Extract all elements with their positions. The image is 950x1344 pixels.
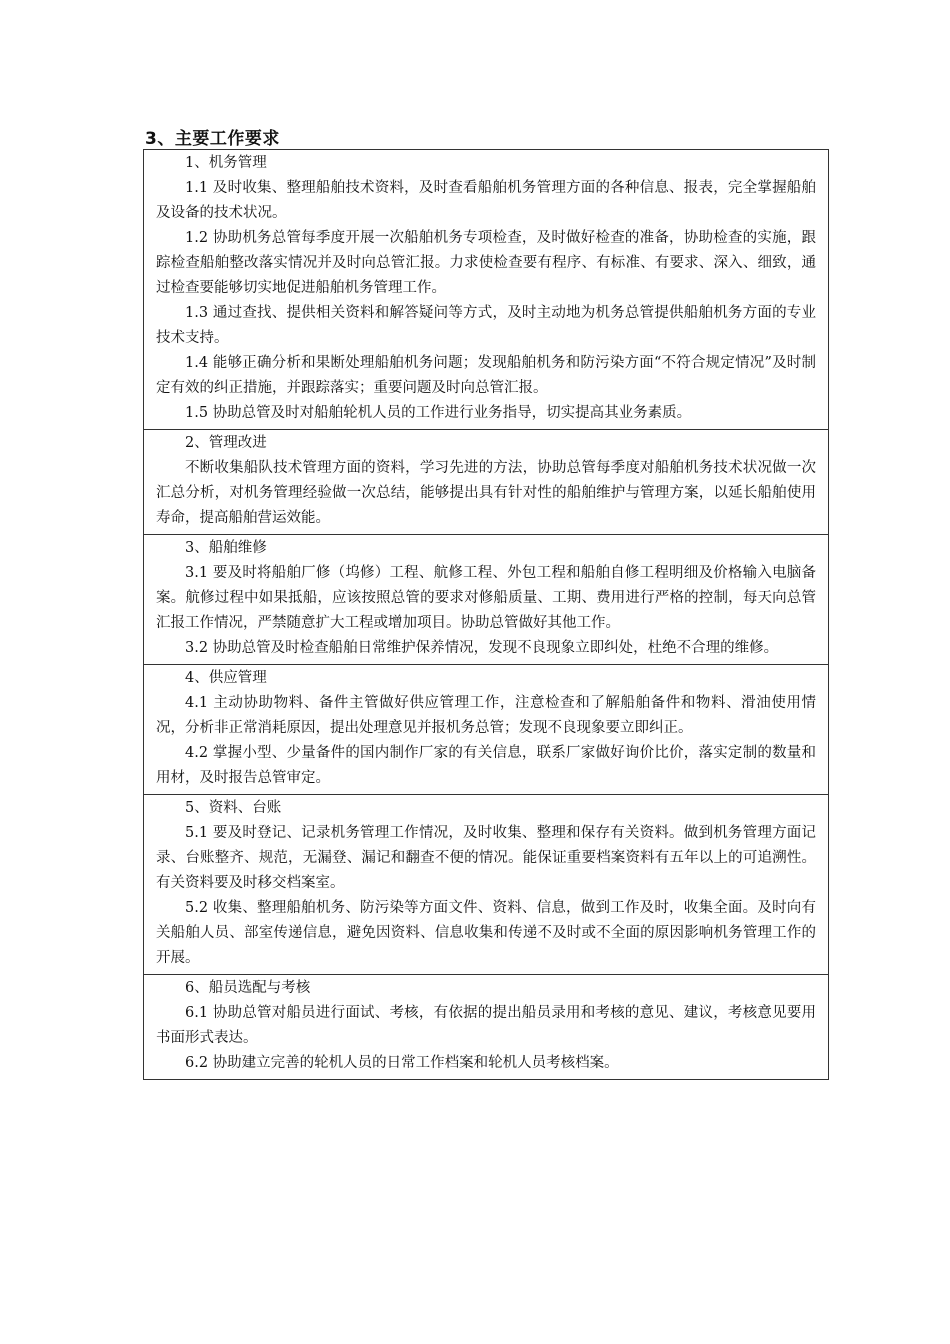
section-paragraph: 4.1 主动协助物料、备件主管做好供应管理工作，注意检查和了解船舶备件和物料、滑油使用情况，分析非正常消耗原因，提出处理意见并报机务总管；发现不良现象要立即纠正。 [156,695,816,736]
section-title: 6、船员选配与考核 [185,980,311,996]
table-row [144,795,829,975]
section-paragraph: 3.2 协助总管及时检查船舶日常维护保养情况，发现不良现象立即纠处，杜绝不合理的维修。 [185,640,779,656]
section-paragraph: 5.1 要及时登记、记录机务管理工作情况，及时收集、整理和保存有关资料。做到机务管理方面记录、台账整齐、规范，无漏登、漏记和翻查不便的情况。能保证重要档案资料有五年以上的可追溯性。有关资料要及时移交档案室。 [156,825,816,891]
section-paragraph: 1.3 通过查找、提供相关资料和解答疑问等方式，及时主动地为机务总管提供船舶机务方面的专业技术支持。 [156,305,816,346]
section-cell-1 [144,150,829,430]
section-paragraph: 1.5 协助总管及时对船舶轮机人员的工作进行业务指导，切实提高其业务素质。 [185,405,692,421]
section-paragraph: 6.1 协助总管对船员进行面试、考核，有依据的提出船员录用和考核的意见、建议，考核意见要用书面形式表达。 [156,1005,816,1046]
section-title: 4、供应管理 [185,670,267,686]
section-cell-5 [144,795,829,975]
table-row [144,150,829,430]
section-paragraph: 5.2 收集、整理船舶机务、防污染等方面文件、资料、信息，做到工作及时，收集全面。及时向有关船舶人员、部室传递信息，避免因资料、信息收集和传递不及时或不全面的原因影响机务管理工作的开展。 [156,900,816,966]
section-cell-6 [144,975,829,1080]
section-paragraph: 3.1 要及时将船舶厂修（坞修）工程、航修工程、外包工程和船舶自修工程明细及价格输入电脑备案。航修过程中如果抵船，应该按照总管的要求对修船质量、工期、费用进行严格的控制，每天向总管汇报工作情况，严禁随意扩大工程或增加项目。协助总管做好其他工作。 [156,565,816,631]
section-title: 3、船舶维修 [185,540,267,556]
section-title: 5、资料、台账 [185,800,282,816]
section-cell-3 [144,535,829,665]
table-row [144,430,829,535]
section-paragraph: 1.4 能够正确分析和果断处理船舶机务问题；发现船舶机务和防污染方面“不符合规定情况”及时制定有效的纠正措施，并跟踪落实；重要问题及时向总管汇报。 [156,355,816,396]
requirements-table [143,149,829,1080]
section-paragraph: 6.2 协助建立完善的轮机人员的日常工作档案和轮机人员考核档案。 [185,1055,619,1071]
section-paragraph: 1.2 协助机务总管每季度开展一次船舶机务专项检查，及时做好检查的准备，协助检查的实施，跟踪检查船舶整改落实情况并及时向总管汇报。力求使检查要有程序、有标准、有要求、深入、细致，通过检查要能够切实地促进船舶机务管理工作。 [156,230,816,296]
table-row [144,665,829,795]
section-title: 1、机务管理 [185,155,267,171]
page-heading: 3、主要工作要求 [145,129,280,149]
section-paragraph: 不断收集船队技术管理方面的资料，学习先进的方法，协助总管每季度对船舶机务技术状况做一次汇总分析，对机务管理经验做一次总结，能够提出具有针对性的船舶维护与管理方案，以延长船舶使用寿命，提高船舶营运效能。 [156,460,816,526]
section-paragraph: 1.1 及时收集、整理船舶技术资料，及时查看船舶机务管理方面的各种信息、报表，完全掌握船舶及设备的技术状况。 [156,180,816,221]
table-row [144,535,829,665]
section-paragraph: 4.2 掌握小型、少量备件的国内制作厂家的有关信息，联系厂家做好询价比价，落实定制的数量和用材，及时报告总管审定。 [156,745,816,786]
section-cell-2 [144,430,829,535]
section-cell-4 [144,665,829,795]
table-row [144,975,829,1080]
section-title: 2、管理改进 [185,435,267,451]
